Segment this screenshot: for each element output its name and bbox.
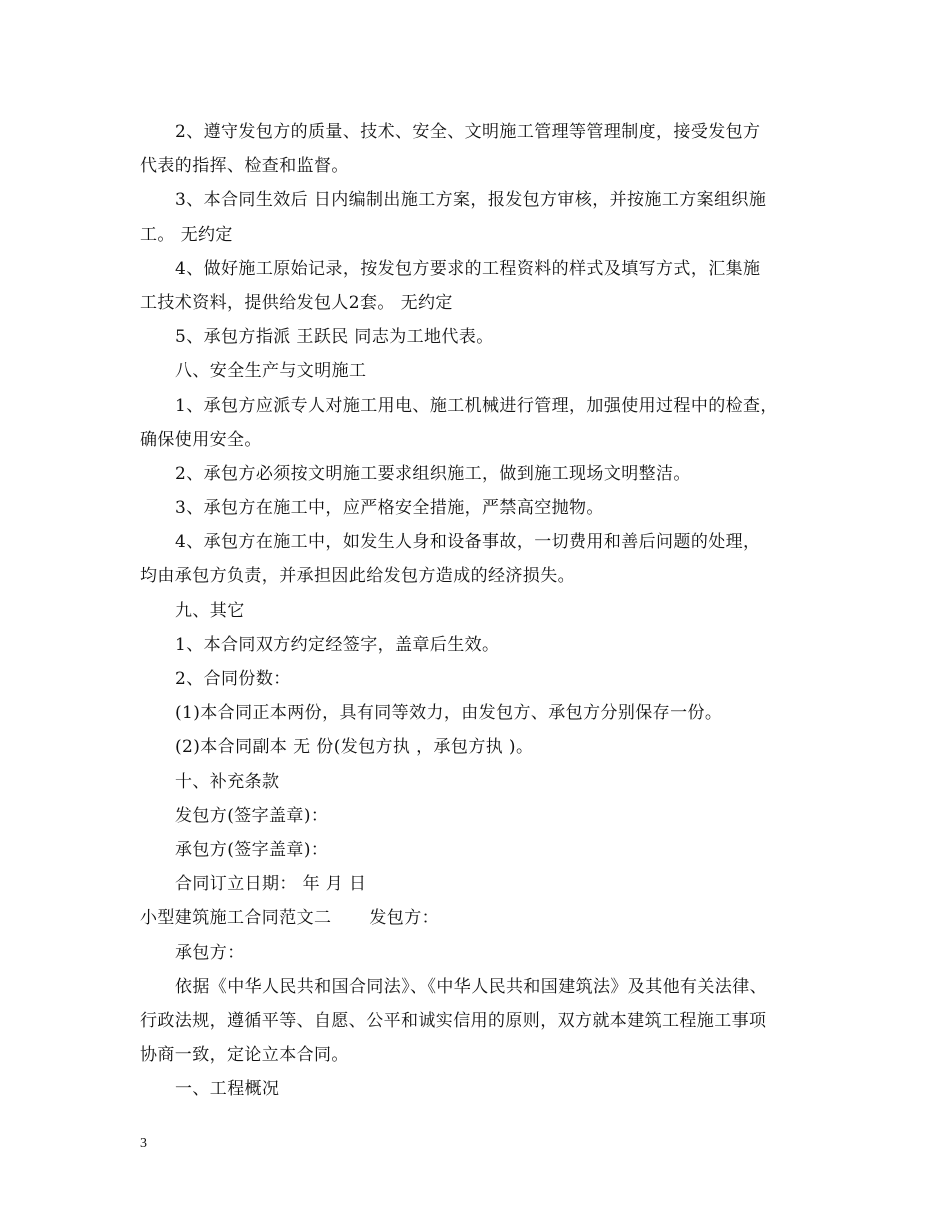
section-heading: 九、其它 bbox=[175, 600, 245, 621]
party-a-label: 发包方： bbox=[369, 908, 440, 929]
signature-line: 发包方(签字盖章)： bbox=[175, 805, 329, 826]
document-title-line bbox=[140, 901, 820, 935]
document-body bbox=[140, 115, 820, 1106]
date-line: 合同订立日期： 年 月 日 bbox=[175, 874, 367, 895]
paragraph-line: 5、承包方指派 王跃民 同志为工地代表。 bbox=[175, 327, 494, 348]
paragraph-line: 均由承包方负责，并承担因此给发包方造成的经济损失。 bbox=[140, 566, 575, 587]
page-number: 3 bbox=[140, 1136, 147, 1151]
paragraph-line: 2、遵守发包方的质量、技术、安全、文明施工管理等管理制度，接受发包方 bbox=[175, 122, 761, 142]
paragraph-line: 行政法规，遵循平等、自愿、公平和诚实信用的原则，双方就本建筑工程施工事项 bbox=[140, 1010, 767, 1031]
paragraph-line: 工技术资料，提供给发包人2套。 无约定 bbox=[140, 292, 453, 313]
paragraph-line: 确保使用安全。 bbox=[140, 429, 262, 450]
paragraph-line: 4、做好施工原始记录，按发包方要求的工程资料的样式及填写方式，汇集施 bbox=[175, 258, 761, 279]
section-heading: 八、安全生产与文明施工 bbox=[175, 361, 367, 382]
paragraph-line: 3、本合同生效后 日内编制出施工方案，报发包方审核，并按施工方案组织施 bbox=[175, 190, 767, 211]
party-b-label: 承包方： bbox=[175, 942, 245, 963]
paragraph-line: 工。 无约定 bbox=[140, 224, 233, 245]
paragraph-line: 3、承包方在施工中，应严格安全措施，严禁高空抛物。 bbox=[175, 498, 604, 519]
signature-line: 承包方(签字盖章)： bbox=[175, 839, 329, 860]
paragraph-line: 1、承包方应派专人对施工用电、施工机械进行管理，加强使用过程中的检查， bbox=[175, 395, 778, 416]
paragraph-line: (2)本合同副本 无 份(发包方执 ，承包方执 )。 bbox=[175, 737, 534, 758]
paragraph-line: 2、合同份数： bbox=[175, 669, 291, 689]
paragraph-line: 2、承包方必须按文明施工要求组织施工，做到施工现场文明整洁。 bbox=[175, 463, 691, 484]
section-heading: 十、补充条款 bbox=[175, 771, 280, 792]
paragraph-line: 协商一致，定论立本合同。 bbox=[140, 1045, 349, 1066]
paragraph-line: 4、承包方在施工中，如发生人身和设备事故，一切费用和善后问题的处理， bbox=[175, 532, 761, 553]
paragraph-line: 依据《中华人民共和国合同法》、《中华人民共和国建筑法》及其他有关法律、 bbox=[175, 976, 767, 997]
paragraph-line: 1、本合同双方约定经签字，盖章后生效。 bbox=[175, 634, 500, 655]
paragraph-line: (1)本合同正本两份，具有同等效力，由发包方、承包方分别保存一份。 bbox=[175, 703, 723, 724]
document-title: 小型建筑施工合同范文二 bbox=[140, 908, 332, 929]
section-heading: 一、工程概况 bbox=[175, 1079, 280, 1100]
paragraph-line: 代表的指挥、检查和监督。 bbox=[140, 156, 349, 177]
